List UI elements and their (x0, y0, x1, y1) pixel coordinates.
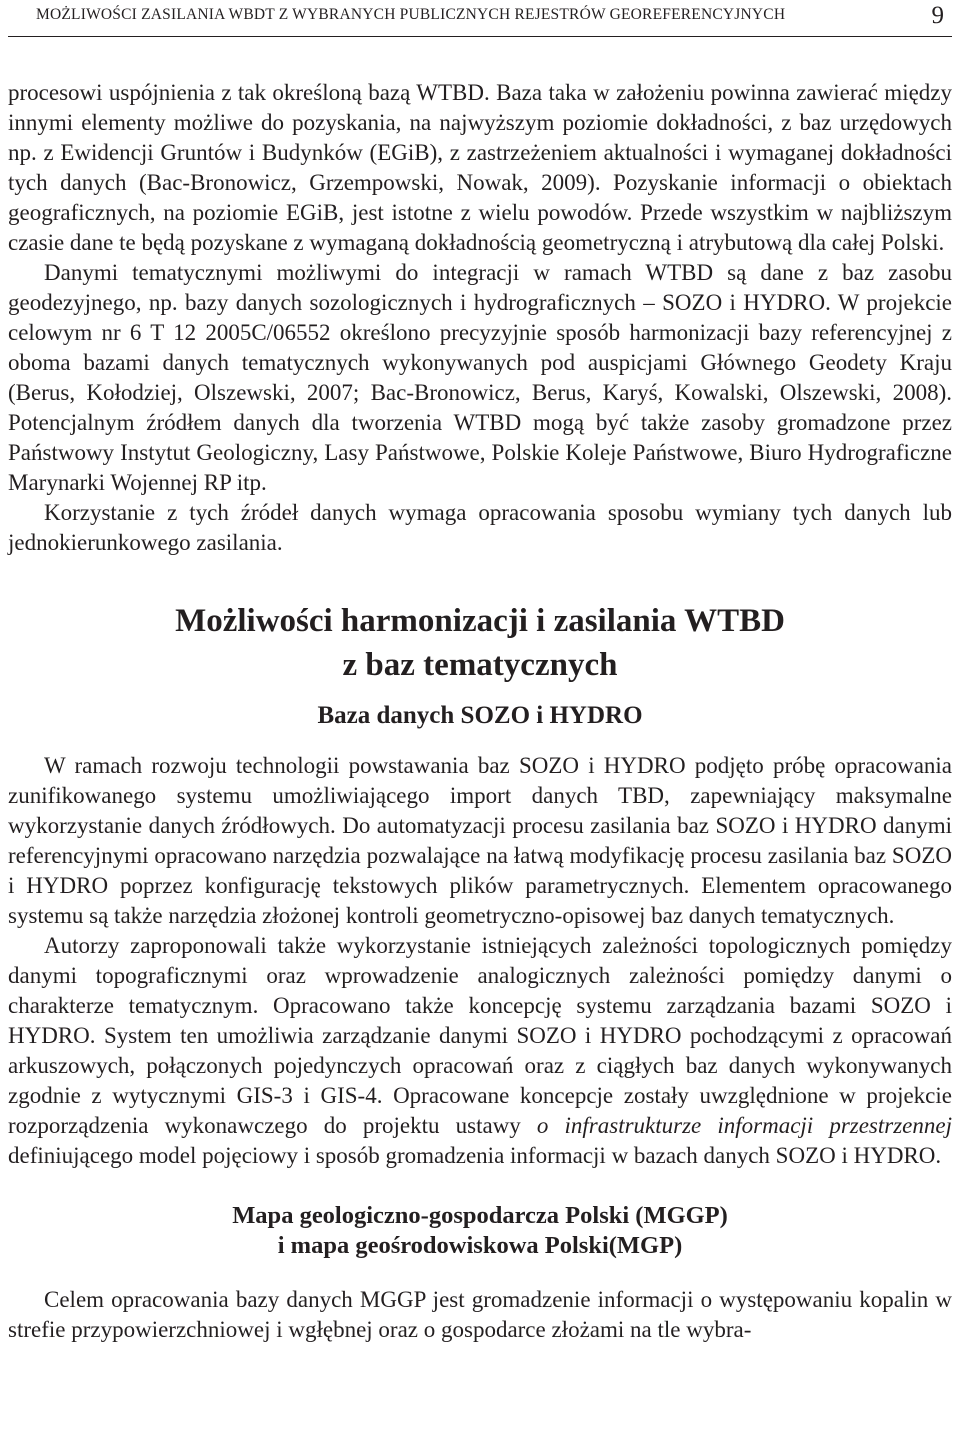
body-paragraph-2: Danymi tematycznymi możliwymi do integracji w ramach WTBD są dane z baz zasobu geodezyjnego, np. bazy danych sozologicznych i hydrograficznych – SOZO i HYDRO. W projekcie celowym nr 6 T 12 2005C/06552 określono precyzyjnie sposób harmonizacji bazy referencyjnej z oboma bazami danych tematycznych wykonywanych pod auspicjami Głównego Geodety Kraju (Berus, Kołodziej, Olszewski, 2007; Bac-Bronowicz, Berus, Karyś, Kowalski, Olszewski, 2008). Potencjalnym źródłem danych dla tworzenia WTBD mogą być także zasoby gromadzone przez Państwowy Instytut Geologiczny, Lasy Państwowe, Polskie Koleje Państwowe, Biuro Hydrograficzne Marynarki Wojennej RP itp. (8, 260, 952, 495)
section-heading-line-1: Możliwości harmonizacji i zasilania WTBD (175, 603, 785, 639)
sozo-hydro-paragraph-1: W ramach rozwoju technologii powstawania baz SOZO i HYDRO podjęto próbę opracowania zunifikowanego systemu umożliwiającego import danych TBD, zapewniający maksymalne wykorzystanie danych źródłowych. Do automatyzacji procesu zasilania baz SOZO i HYDRO danymi referencyjnymi opracowano narzędzia pozwalające na łatwą modyfikację procesu zasilania baz SOZO i HYDRO poprzez konfigurację tekstowych plików parametrycznych. Elementem opracowanego systemu są także narzędzia złożonej kontroli geometryczno-opisowej baz danych tematycznych. (8, 753, 952, 928)
body-paragraph-1: procesowi uspójnienia z tak określoną bazą WTBD. Baza taka w założeniu powinna zawierać między innymi elementy możliwe do pozyskania, na najwyższym poziomie dokładności, z baz urzędowych np. z Ewidencji Gruntów i Budynków (EGiB), z zastrzeżeniem aktualności i wymaganej dokładności tych danych (Bac-Bronowicz, Grzempowski, Nowak, 2009). Pozyskanie informacji o obiektach geograficznych, na poziomie EGiB, jest istotne z wielu powodów. Przede wszystkim w najbliższym czasie dane te będą pozyskane z wymaganą dokładnością geometryczną i atrybutową dla całej Polski. (8, 80, 952, 255)
italic-law-title: o infrastrukturze informacji przestrzennej (536, 1113, 952, 1138)
page-number: 9 (931, 2, 944, 29)
sozo-hydro-paragraph-2 (8, 931, 952, 1171)
body-paragraph-3: Korzystanie z tych źródeł danych wymaga opracowania sposobu wymiany tych danych lub jednokierunkowego zasilania. (8, 500, 952, 555)
subsection-heading-sozo-hydro: Baza danych SOZO i HYDRO (317, 702, 643, 729)
mggp-paragraph-1: Celem opracowania bazy danych MGGP jest gromadzenie informacji o występowaniu kopalin w strefie przypowierzchniowej i wgłębnej oraz o gospodarce złożami na tle wybra- (8, 1287, 952, 1342)
paragraph-text-part-2: definiującego model pojęciowy i sposób gromadzenia informacji w bazach danych SOZO i HYDRO. (8, 1143, 942, 1168)
running-title: MOŻLIWOŚCI ZASILANIA WBDT Z WYBRANYCH PUBLICZNYCH REJESTRÓW GEOREFERENCYJNYCH (36, 6, 786, 23)
section-heading-line-2: z baz tematycznych (342, 647, 618, 683)
subsection-heading-mggp-line-1: Mapa geologiczno-gospodarcza Polski (MGGP) (232, 1202, 728, 1229)
page-body (8, 78, 952, 1345)
paragraph-text-part-1: Autorzy zaproponowali także wykorzystanie istniejących zależności topologicznych pomiędzy danymi topograficznymi oraz wprowadzenie analogicznych zależności pomiędzy danymi o charakterze tematycznym. Opracowano także koncepcję systemu zarządzania bazami SOZO i HYDRO. System ten umożliwia zarządzanie danymi SOZO i HYDRO pochodzącymi z opracowań arkuszowych, połączonych pojedynczych opracowań oraz z ciągłych baz danych wykonywanych zgodnie z wytycznymi GIS-3 i GIS-4. Opracowane koncepcje zostały uwzględnione w projekcie rozporządzenia wykonawczego do projektu ustawy (8, 933, 952, 1138)
running-header (8, 0, 952, 37)
section-heading (8, 599, 952, 687)
subsection-heading-mggp (8, 1201, 952, 1261)
subsection-heading-mggp-line-2: i mapa geośrodowiskowa Polski(MGP) (277, 1232, 683, 1259)
